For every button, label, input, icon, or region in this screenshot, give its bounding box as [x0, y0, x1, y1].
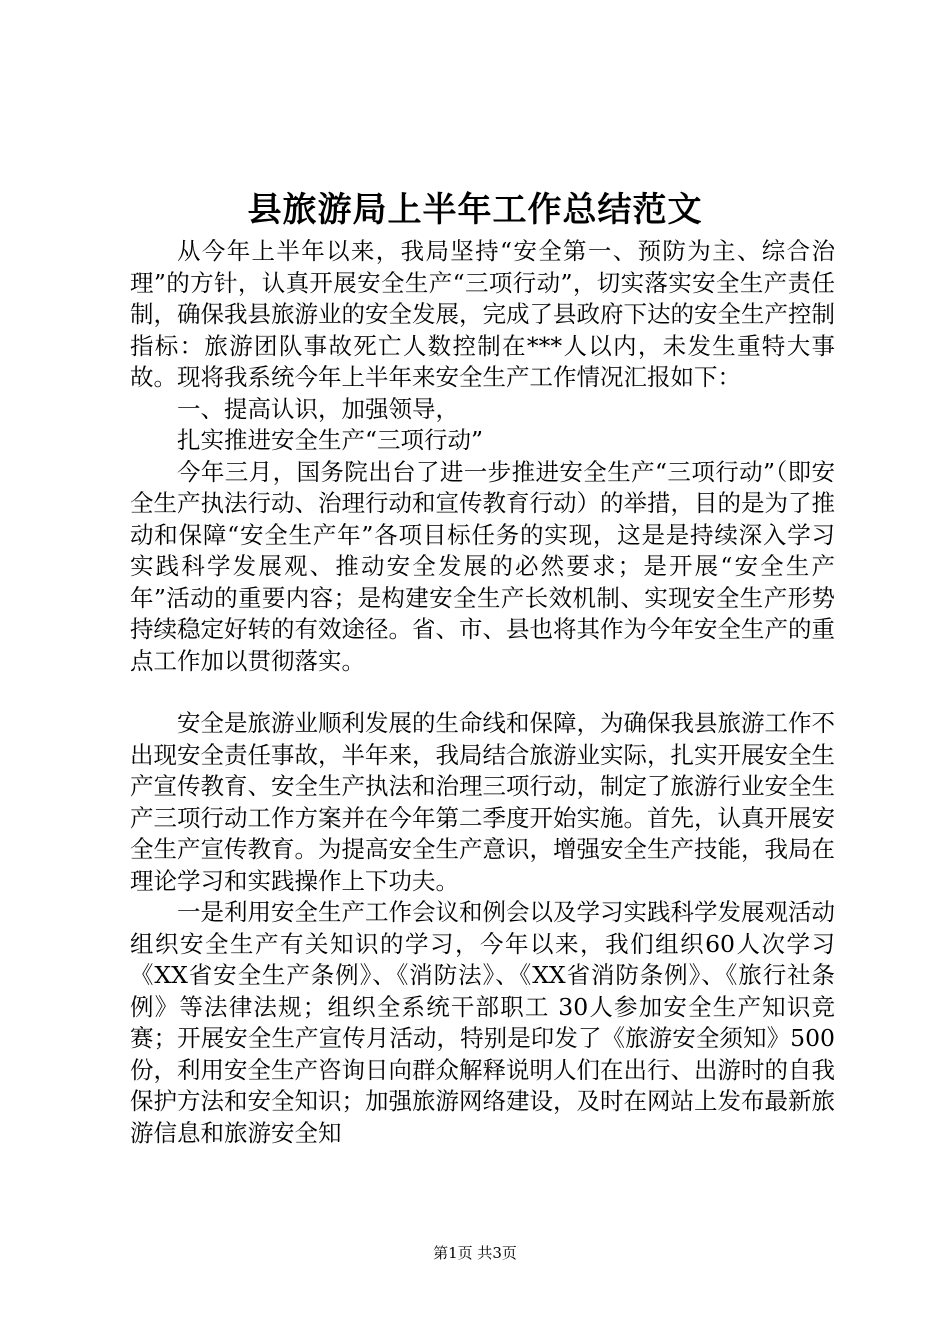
paragraph-three-actions: 今年三月，国务院出台了进一步推进安全生产“三项行动”（即安全生产执法行动、治理行动和宣传教育行动）的举措，目的是为了推动和保障“安全生产年”各项目标任务的实现，这是是持续深入学习实践科学发展观、推动安全发展的必然要求；是开展“安全生产年”活动的重要内容；是构建安全生产长效机制、实现安全生产形势持续稳定好转的有效途径。省、市、县也将其作为今年安全生产的重点工作加以贯彻落实。: [130, 457, 835, 675]
page-footer: 第1页 共3页: [433, 1244, 517, 1262]
paragraph-spacer: [130, 677, 835, 708]
document-title: 县旅游局上半年工作总结范文: [247, 190, 703, 230]
document-body: [130, 236, 835, 1149]
section-heading-line-1: 一、提高认识，加强领导，: [177, 394, 459, 423]
paragraph-measure-one: 一是利用安全生产工作会议和例会以及学习实践科学发展观活动组织安全生产有关知识的学习，今年以来，我们组织60人次学习《XX省安全生产条例》、《消防法》、《XX省消防条例》、《旅行社条例》等法律法规；组织全系统干部职工 30人参加安全生产知识竞赛；开展安全生产宣传月活动，特别是印发了《旅游安全须知》500份，利用安全生产咨询日向群众解释说明人们在出行、出游时的自我保护方法和安全知识；加强旅游网络建设，及时在网站上发布最新旅游信息和旅游安全知: [130, 898, 835, 1147]
section-heading-line-2: 扎实推进安全生产“三项行动”: [177, 426, 484, 454]
paragraph-safety: 安全是旅游业顺利发展的生命线和保障，为确保我县旅游工作不出现安全责任事故，半年来，我局结合旅游业实际，扎实开展安全生产宣传教育、安全生产执法和治理三项行动，制定了旅游行业安全生产三项行动工作方案并在今年第二季度开始实施。首先，认真开展安全生产宣传教育。为提高安全生产意识，增强安全生产技能，我局在理论学习和实践操作上下功夫。: [130, 709, 835, 895]
paragraph-intro: 从今年上半年以来，我局坚持“安全第一、预防为主、综合治理”的方针，认真开展安全生产“三项行动”，切实落实安全生产责任制，确保我县旅游业的安全发展，完成了县政府下达的安全生产控制指标：旅游团队事故死亡人数控制在***人以内，未发生重特大事故。现将我系统今年上半年来安全生产工作情况汇报如下：: [130, 237, 835, 391]
